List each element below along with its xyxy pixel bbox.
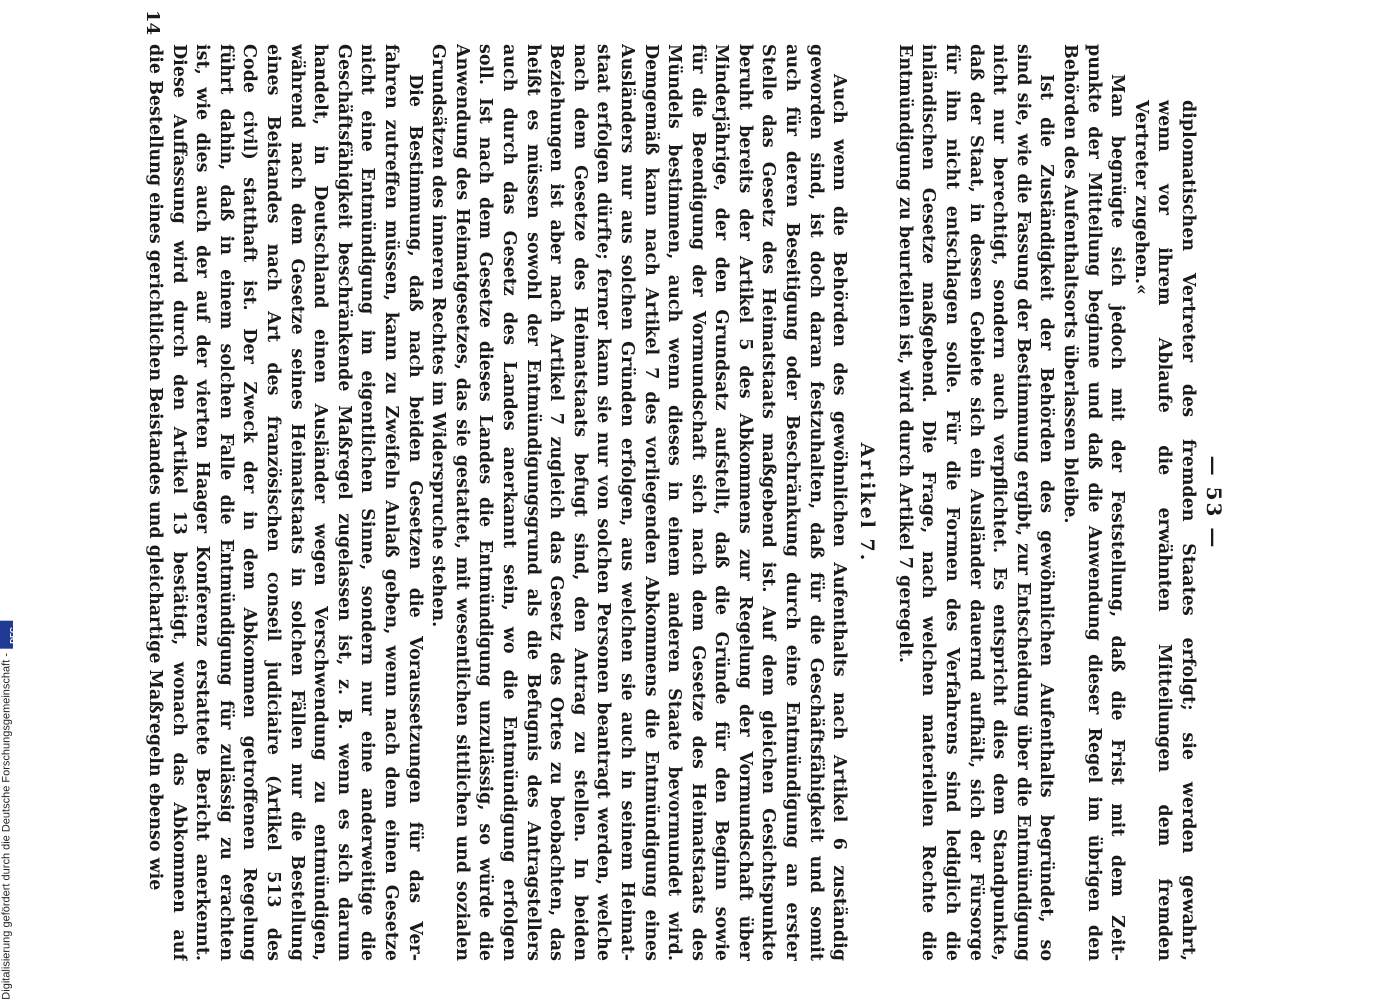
text-line: die Bestellung eines gerichtlichen Beistandes und gleichartige Maßregeln ebenso wie: [145, 44, 166, 891]
text-line: nach dem Gesetze des Heimatstaats befugt sind, den Antrag zu stellen. In beiden: [569, 44, 590, 961]
text-line: Demgemäß kann nach Artikel 7 des vorliegenden Abkommens die Entmündigung eines: [640, 44, 661, 961]
digitization-credit: [0, 606, 20, 1000]
credit-text-wrapper: [0, 621, 18, 1000]
text-line: auch durch das Gesetz des Landes anerkannt sein, wo die Entmündigung erfolgen: [498, 44, 519, 961]
text-line: Code civil) statthaft ist. Der Zweck der in dem Abkommen getroffenen Regelung: [239, 44, 260, 961]
text-line: Man begnügte sich jedoch mit der Feststellung, daß die Frist mit dem Zeit-: [1107, 74, 1128, 961]
text-line: ist, wie dies auch der auf der vierten Haager Konferenz erstattete Bericht anerkennt.: [192, 44, 213, 961]
paragraph-4: [142, 44, 425, 961]
text-line: auch für deren Beseitigung oder Beschränkung durch eine Entmündigung an erster: [782, 44, 803, 961]
text-line: daß der Staat, in dessen Gebiete sich ein Ausländer dauernd aufhält, sich der Fürsorge: [965, 44, 986, 961]
text-line: geworden sind, ist doch daran festzuhalten, daß für die Geschäftsfähigkeit und somit: [805, 44, 826, 961]
text-line: Anwendung des Heimatgesetzes, das sie gestattet, mit wesentlichen sittlichen und sozialen: [451, 44, 472, 961]
text-line: für ihn nicht entschlagen solle. Für die Formen des Verfahrens sind lediglich die: [942, 44, 963, 961]
text-line: Vertreter zugehen.«: [1130, 100, 1151, 295]
text-line: punkte der Mitteilung beginne und daß die Anwendung dieser Regel im übrigen den: [1083, 44, 1104, 961]
text-line: Behörden des Aufenthaltsorts überlassen bleibe.: [1060, 44, 1081, 524]
text-line: handelt, in Deutschland einen Ausländer wegen Verschwendung zu entmündigen,: [310, 44, 331, 961]
text-line: soll. Ist nach dem Gesetze dieses Landes die Entmündigung unzulässig, so würde die: [475, 44, 496, 961]
text-line: fahren zutreffen müssen, kann zu Zweifeln Anlaß geben, wenn nach dem einen Gesetze: [381, 44, 401, 961]
text-line: Auch wenn die Behörden des gewöhnlichen Aufenthalts nach Artikel 6 zuständig: [829, 74, 850, 961]
text-line: Ausländers nur aus solchen Gründen erfolgen, aus welchen sie auch in seinem Heimat-: [616, 44, 637, 961]
dfg-logo: DFG: [0, 621, 13, 649]
text-line: für die Beendigung der Vormundschaft sich nach dem Gesetze des Heimatstaats des: [687, 44, 708, 961]
text-line: diplomatischen Vertreter des fremden Staates erfolgt; sie werden gewahrt,: [1178, 100, 1198, 961]
text-line: sind sie, wie die Fassung der Bestimmung ergibt, zur Entscheidung über die Entmündigung: [1012, 44, 1033, 961]
text-line: nicht eine Entmündigung im eigentlichen Sinne, sondern nur eine anderweitige die: [357, 44, 378, 961]
text-line: Die Bestimmung, daß nach beiden Gesetzen die Voraussetzungen für das Ver-: [404, 74, 425, 961]
credit-text: Digitalisierung gefördert durch die Deutsche Forschungsgemeinschaft -: [0, 653, 13, 1000]
text-line: Minderjährige, der den Grundsatz aufstellt, daß die Gründe für den Beginn sowie: [711, 44, 732, 961]
text-line: Geschäftsfähigkeit beschränkende Maßregel zugelassen ist, z. B. wenn es sich darum: [333, 44, 354, 961]
text-line: Stelle das Gesetz des Heimatstaats maßgebend ist. Auf dem gleichen Gesichtspunkte: [758, 44, 779, 961]
page-number: — 53 —: [1202, 455, 1226, 550]
scanned-page: [136, 10, 1231, 995]
page-content: [136, 10, 1231, 995]
section-title: Artikel 7.: [856, 442, 879, 563]
text-line: Diese Auffassung wird durch den Artikel 13 bestätigt, wonach das Abkommen auf: [168, 44, 189, 961]
quote-block: [1128, 44, 1199, 961]
text-line: heißt es müssen sowohl der Entmündigungsgrund als die Befugnis des Antragstellers: [522, 44, 543, 961]
signature-mark: 14: [142, 10, 163, 36]
text-line: staat erfolgen dürfte; ferner kann sie nur von solchen Personen beantragt werden, welche: [593, 44, 614, 961]
paragraph-2: [892, 44, 1057, 961]
paragraph-1: [1057, 44, 1128, 961]
text-line: führt dahin, daß in einem solchen Falle die Entmündigung für zulässig zu erachten: [215, 44, 236, 961]
text-line: wenn vor ihrem Ablaufe die erwähnten Mitteilungen dem fremden: [1154, 100, 1175, 961]
text-line: Entmündigung zu beurteilen ist, wird durch Artikel 7 geregelt.: [894, 44, 915, 663]
text-line: inländischen Gesetze maßgebend. Die Frage, nach welchen materiellen Rechte die: [918, 44, 939, 961]
text-line: Mündels bestimmen, auch wenn dieses in einem anderen Staate bevormundet wird.: [664, 44, 685, 961]
paragraph-3: [426, 44, 851, 961]
text-line: Ist die Zuständigkeit der Behörden des gewöhnlichen Aufenthalts begründet, so: [1036, 74, 1057, 961]
text-line: nicht nur berechtigt, sondern auch verpflichtet. Es entspricht dies dem Standpunkte,: [989, 44, 1010, 961]
text-line: beruht bereits der Artikel 5 des Abkommens zur Regelung der Vormundschaft über: [734, 44, 755, 961]
text-line: Grundsätzen des inneren Rechtes im Widerspruche stehen.: [428, 44, 449, 628]
text-line: während nach dem Gesetze seines Heimatstaats in solchen Fällen nur die Bestellung: [286, 44, 307, 961]
text-line: Beziehungen ist aber nach Artikel 7 zugleich das Gesetz des Ortes zu beobachten, das: [546, 44, 567, 961]
text-line: eines Beistandes nach Art des französischen conseil judiciaire (Artikel 513 des: [263, 44, 284, 961]
